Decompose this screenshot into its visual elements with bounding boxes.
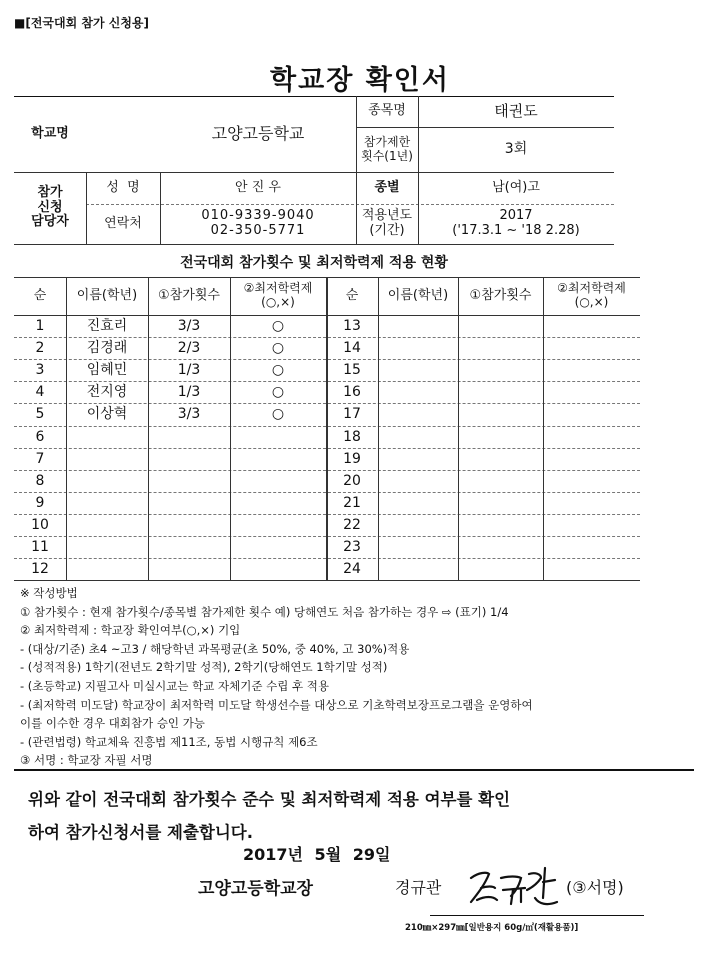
- submission-date: 2017년 5월 29일: [243, 845, 391, 864]
- note-line: ① 참가횟수 : 현재 참가횟수/종목별 참가제한 횟수 예) 당해연도 처음 참가하는 경우 ⇨ (표기) 1/4: [20, 604, 509, 619]
- left-student-name: [66, 558, 148, 580]
- left-student-name: 임혜민: [86, 362, 128, 379]
- right-participation-count: [458, 514, 543, 536]
- left-row-number: 4: [35, 384, 45, 401]
- notes-bottom-rule: [14, 769, 694, 771]
- event-value: 태권도: [494, 101, 538, 120]
- left-row-number: 12: [31, 561, 49, 578]
- right-student-name: [378, 492, 458, 514]
- right-row-number: 21: [343, 494, 361, 511]
- paper-spec: 210㎜×297㎜[일반용지 60g/㎡(재활용품)]: [405, 923, 579, 933]
- form-tag: ■[전국대회 참가 신청용]: [14, 16, 149, 30]
- right-row-number: 20: [343, 472, 361, 489]
- right-row-number: 13: [343, 318, 361, 334]
- note-line: - (최저학력 미도달) 학교장이 최저학력 미도달 학생선수를 대상으로 기초학력보장프로그램을 운영하여: [20, 697, 533, 712]
- left-participation-count: 3/3: [177, 406, 201, 423]
- right-participation-count: [458, 426, 543, 448]
- left-min-academic-mark: [230, 514, 326, 536]
- right-min-academic-mark: [543, 381, 640, 403]
- left-row-number: 6: [35, 428, 45, 445]
- right-row-number: 17: [343, 406, 361, 423]
- left-row-number: 3: [35, 362, 45, 379]
- right-participation-count: [458, 492, 543, 514]
- right-header-min-academic: ②최저학력제 (○,×): [557, 281, 626, 309]
- right-min-academic-mark: [543, 426, 640, 448]
- right-student-name: [378, 536, 458, 558]
- right-row-number: 16: [343, 384, 361, 401]
- school-label: 학교명: [31, 125, 69, 141]
- left-participation-count: [148, 558, 230, 580]
- left-min-academic-mark: ○: [271, 340, 285, 357]
- handwritten-signature: [465, 860, 570, 916]
- left-min-academic-mark: [230, 536, 326, 558]
- left-student-name: [66, 448, 148, 470]
- right-min-academic-mark: [543, 403, 640, 425]
- right-participation-count: [458, 315, 543, 337]
- right-header-no: 순: [345, 287, 359, 303]
- left-header-count: ①참가횟수: [158, 287, 220, 303]
- left-participation-count: [148, 470, 230, 492]
- left-min-academic-mark: ○: [271, 384, 285, 401]
- school-name: 고양고등학교: [211, 123, 305, 143]
- left-row-number: 2: [35, 340, 45, 357]
- left-min-academic-mark: ○: [271, 362, 285, 379]
- right-row-number: 14: [343, 340, 361, 357]
- left-participation-count: [148, 448, 230, 470]
- left-participation-count: 3/3: [177, 318, 201, 334]
- left-row-number: 7: [35, 450, 45, 467]
- left-participation-count: [148, 536, 230, 558]
- left-participation-count: [148, 514, 230, 536]
- event-label: 종목명: [368, 103, 406, 119]
- right-row-number: 22: [343, 516, 361, 533]
- left-row-number: 5: [35, 406, 45, 423]
- name-value: 안 진 우: [235, 179, 281, 195]
- left-min-academic-mark: [230, 470, 326, 492]
- right-min-academic-mark: [543, 448, 640, 470]
- note-line: - (성적적용) 1학기(전년도 2학기말 성적), 2학기(당해연도 1학기말 성적): [20, 660, 388, 675]
- note-line: - (대상/기준) 초4 ~고3 / 해당학년 과목평균(초 50%, 중 40%, 고 30%)적용: [20, 641, 410, 656]
- right-row-number: 18: [343, 428, 361, 445]
- right-participation-count: [458, 381, 543, 403]
- note-line: ③ 서명 : 학교장 자필 서명: [20, 753, 153, 768]
- note-line: - (초등학교) 지필고사 미실시교는 학교 자체기준 수립 후 적용: [20, 678, 329, 693]
- left-student-name: [66, 470, 148, 492]
- right-participation-count: [458, 558, 543, 580]
- right-min-academic-mark: [543, 337, 640, 359]
- document-title: 학교장 확인서: [270, 65, 450, 96]
- right-min-academic-mark: [543, 315, 640, 337]
- right-participation-count: [458, 448, 543, 470]
- name-label: 성 명: [106, 179, 140, 195]
- left-student-name: [66, 514, 148, 536]
- left-participation-count: 1/3: [177, 384, 201, 401]
- right-min-academic-mark: [543, 470, 640, 492]
- instructions: [20, 584, 670, 770]
- left-min-academic-mark: [230, 492, 326, 514]
- left-min-academic-mark: [230, 426, 326, 448]
- note-line: ※ 작성방법: [20, 586, 78, 600]
- gender-value: 남(여)고: [492, 179, 540, 195]
- right-header-name: 이름(학년): [387, 287, 449, 303]
- right-student-name: [378, 470, 458, 492]
- left-participation-count: [148, 492, 230, 514]
- year-label: 적용년도 (기간): [361, 208, 413, 238]
- right-student-name: [378, 381, 458, 403]
- left-min-academic-mark: ○: [271, 318, 285, 334]
- note-line: - (관련법령) 학교체육 진흥법 제11조, 동법 시행규칙 제6조: [20, 734, 318, 749]
- note-line: ② 최저학력제 : 학교장 확인여부(○,×) 기입: [20, 623, 241, 638]
- note-line: 이를 이수한 경우 대회참가 승인 가능: [20, 716, 205, 731]
- contact-values: 010-9339-9040 02-350-5771: [201, 208, 315, 238]
- contact-label: 연락처: [104, 215, 142, 231]
- left-header-min-academic: ②최저학력제 (○,×): [243, 281, 313, 309]
- right-min-academic-mark: [543, 558, 640, 580]
- left-participation-count: 2/3: [177, 340, 201, 357]
- right-min-academic-mark: [543, 514, 640, 536]
- right-student-name: [378, 448, 458, 470]
- left-row-number: 10: [31, 516, 49, 533]
- principal-name: 경규관: [395, 878, 442, 897]
- right-participation-count: [458, 359, 543, 381]
- left-min-academic-mark: ○: [271, 406, 285, 423]
- left-participation-count: 1/3: [177, 362, 201, 379]
- declaration: 위와 같이 전국대회 참가횟수 준수 및 최저학력제 적용 여부를 확인 하여 참가신청서를 제출합니다.: [28, 790, 511, 842]
- left-row-number: 9: [35, 494, 45, 511]
- left-student-name: [66, 492, 148, 514]
- right-row-number: 15: [343, 362, 361, 379]
- signature-note: (③서명): [566, 878, 624, 897]
- left-participation-count: [148, 426, 230, 448]
- left-header-name: 이름(학년): [76, 287, 138, 303]
- right-header-count: ①참가횟수: [469, 287, 532, 303]
- right-student-name: [378, 359, 458, 381]
- left-student-name: 전지영: [86, 384, 128, 401]
- right-student-name: [378, 403, 458, 425]
- limit-value: 3회: [504, 141, 528, 158]
- manager-label: 참가 신청 담당자: [31, 184, 69, 230]
- left-student-name: [66, 426, 148, 448]
- right-row-number: 24: [343, 561, 361, 578]
- right-row-number: 19: [343, 450, 361, 467]
- right-min-academic-mark: [543, 536, 640, 558]
- left-student-name: 이상혁: [86, 406, 128, 423]
- principal-title: 고양고등학교장: [198, 879, 313, 899]
- left-min-academic-mark: [230, 558, 326, 580]
- right-student-name: [378, 315, 458, 337]
- limit-label: 참가제한 횟수(1년): [361, 134, 413, 163]
- right-participation-count: [458, 470, 543, 492]
- left-header-no: 순: [33, 287, 47, 303]
- right-student-name: [378, 426, 458, 448]
- gender-label: 종별: [374, 179, 400, 195]
- right-participation-count: [458, 337, 543, 359]
- right-row-number: 23: [343, 539, 361, 555]
- right-student-name: [378, 514, 458, 536]
- right-min-academic-mark: [543, 359, 640, 381]
- left-row-number: 11: [31, 539, 49, 555]
- table-bottom-rule: [14, 580, 640, 581]
- right-min-academic-mark: [543, 492, 640, 514]
- right-participation-count: [458, 536, 543, 558]
- right-student-name: [378, 337, 458, 359]
- right-participation-count: [458, 403, 543, 425]
- left-student-name: [66, 536, 148, 558]
- left-student-name: 진효리: [86, 318, 128, 334]
- right-student-name: [378, 558, 458, 580]
- left-student-name: 김경래: [86, 340, 128, 357]
- year-value: 2017 ('17.3.1 ~ '18 2.28): [452, 208, 580, 238]
- left-row-number: 8: [35, 472, 45, 489]
- left-min-academic-mark: [230, 448, 326, 470]
- left-row-number: 1: [35, 318, 45, 334]
- status-heading: 전국대회 참가횟수 및 최저학력제 적용 현황: [180, 255, 448, 271]
